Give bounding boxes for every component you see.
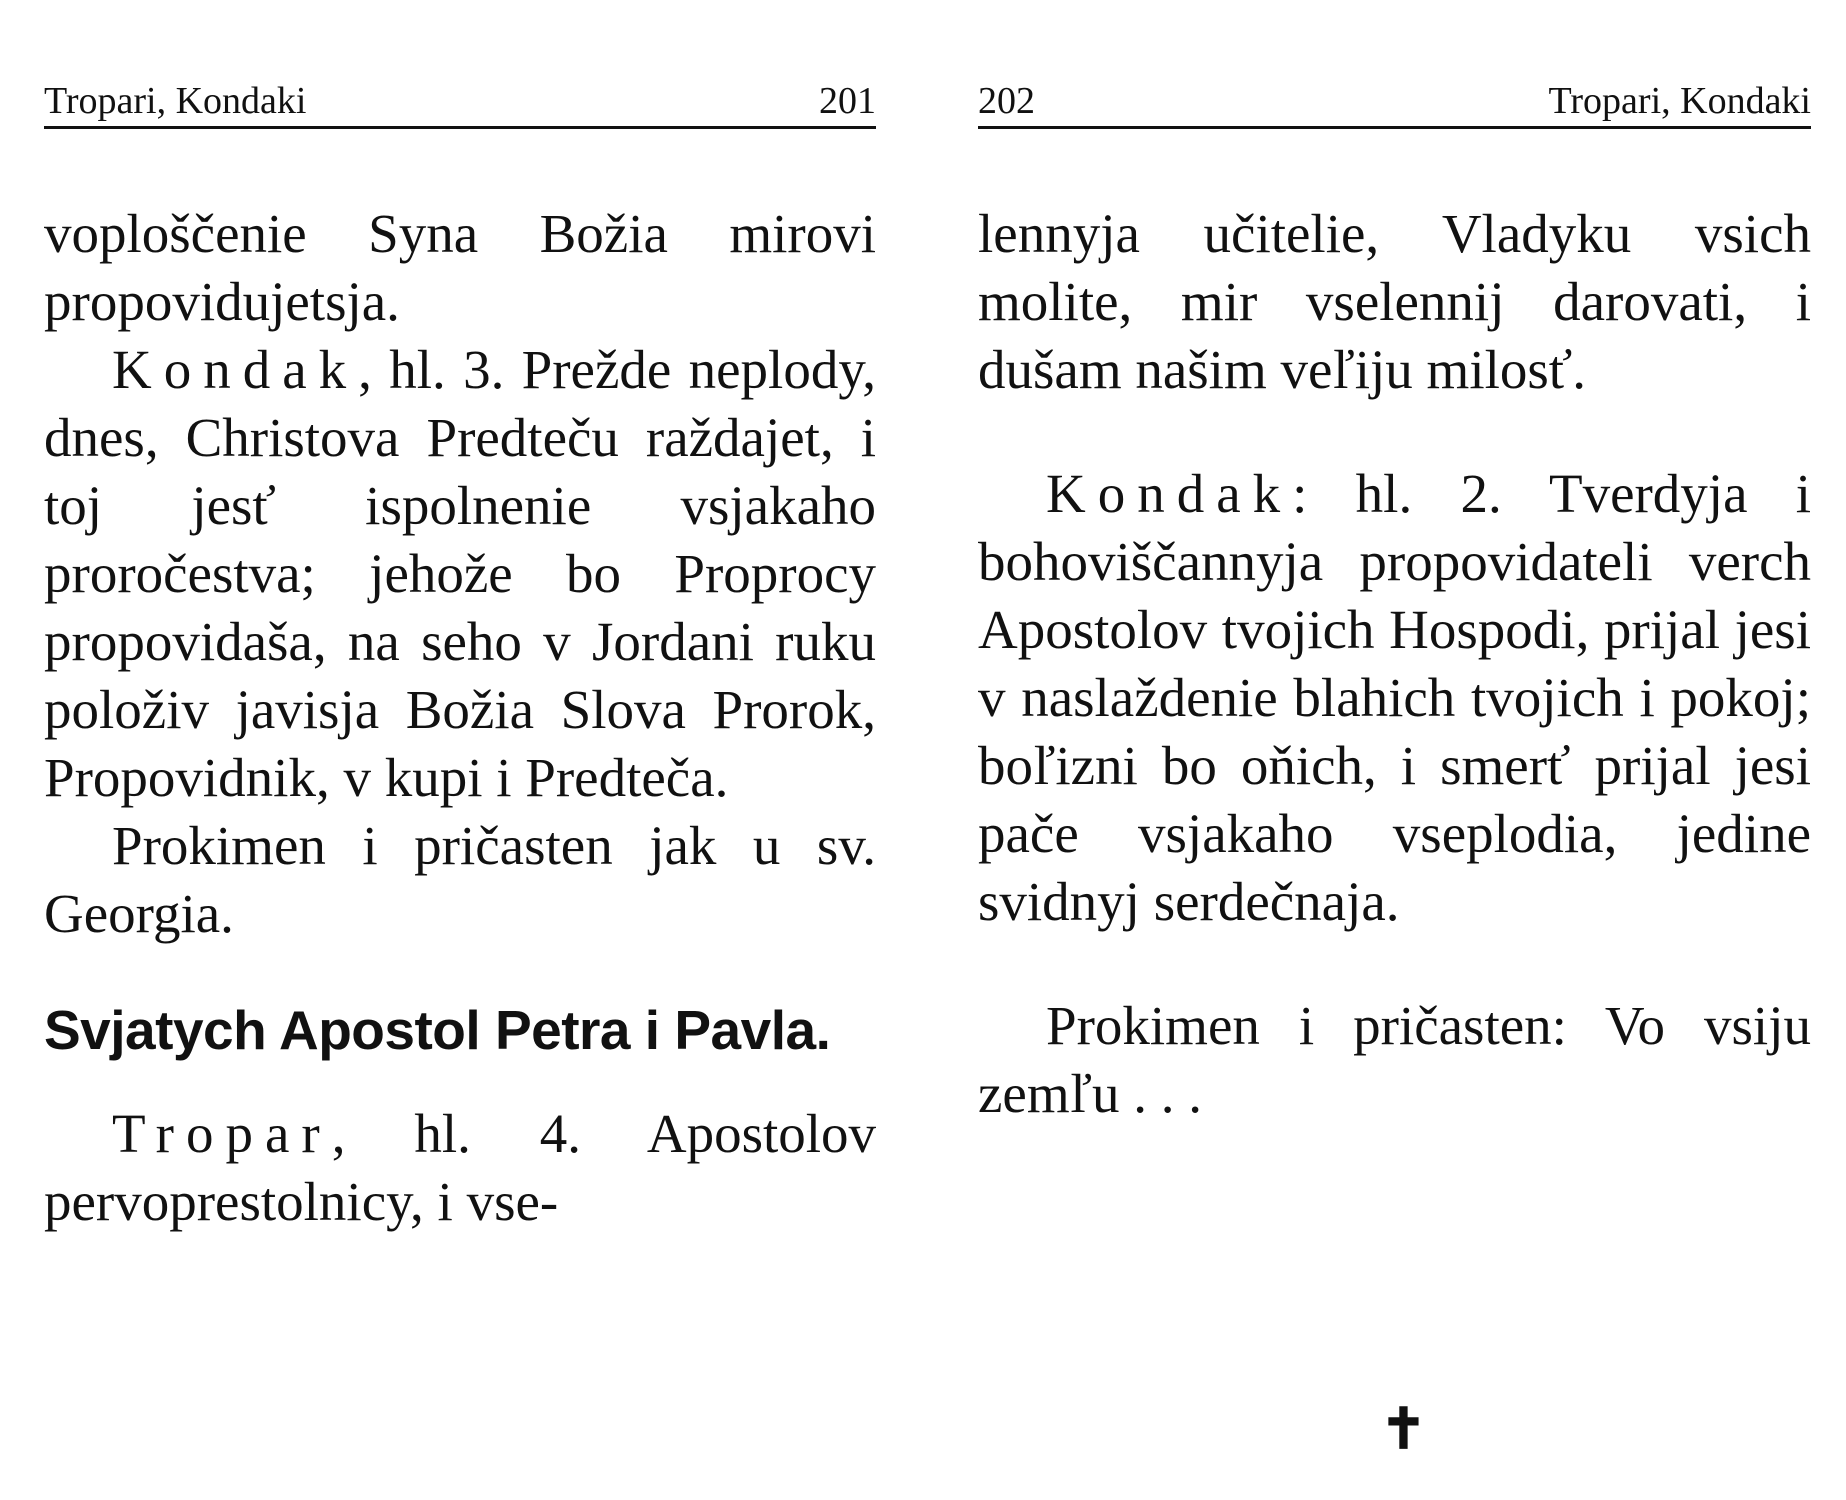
tone-label: hl. 4. (414, 1103, 581, 1164)
page-number: 202 (978, 80, 1035, 122)
kondak-text: Tverdyja i bohoviščannyja propovidateli verch Apostolov tvojich Hospodi, prijal jesi v naslaždenie blahich tvojich i pokoj; boľizni bo oňich, i smerť prijal jesi pače vsjakaho vseplodia, jedine svidnyj serdečnaja. (978, 463, 1812, 932)
running-title: Tropari, Kondaki (44, 80, 307, 122)
paragraph: voploščenie Syna Božia mirovi propovidujetsja. (44, 203, 876, 332)
tropar-text: Apostolov pervoprestolnicy, i vse- (44, 1103, 877, 1232)
page-number: 201 (819, 80, 876, 122)
kondak-paragraph: Kondak, hl. 3. Prežde neplody, dnes, Christova Predteču raždajet, i toj jesť ispolnenie vsjakaho proročestva; jehože bo Proprocy propovidaša, na seho v Jordani ruku položiv javisja Božia Slova Prorok, Propovidnik, v kupi i Predteča. (44, 339, 876, 808)
kondak-text: Prežde neplody, dnes, Christova Predteču raždajet, i toj jesť ispolnenie vsjakaho proročestva; jehože bo Proprocy propovidaša, na seho v Jordani ruku položiv javisja Božia Slova Prorok, Propovidnik, v kupi i Predteča. (44, 339, 876, 808)
tone-label: hl. 2. (1355, 463, 1502, 524)
paragraph: lennyja učitelie, Vladyku vsich molite, mir vselennij darovati, i dušam našim veľiju milosť. (978, 203, 1811, 400)
page-header-right (978, 64, 1811, 129)
kondak-label: Kondak (1046, 463, 1293, 524)
running-title: Tropari, Kondaki (1548, 80, 1811, 122)
right-page-body (978, 200, 1811, 1128)
page-header-left (44, 64, 876, 129)
prokimen-paragraph: Prokimen i pričasten: Vo vsiju zemľu . . . (978, 995, 1811, 1124)
tropar-paragraph: Tropar, hl. 4. Apostolov pervoprestolnicy, i vse- (44, 1103, 877, 1232)
cross-icon: ✝ (1380, 1399, 1427, 1461)
tropar-label: Tropar (112, 1103, 332, 1164)
prokimen-paragraph: Prokimen i pričasten jak u sv. Georgia. (44, 815, 876, 944)
section-title: Svjatych Apostol Petra i Pavla. (44, 999, 831, 1061)
tone-label: hl. 3. (389, 339, 505, 400)
kondak-label: Kondak (112, 339, 359, 400)
kondak-paragraph: Kondak: hl. 2. Tverdyja i bohoviščannyja propovidateli verch Apostolov tvojich Hospodi, prijal jesi v naslaždenie blahich tvojich i pokoj; boľizni bo oňich, i smerť prijal jesi pače vsjakaho vseplodia, jedine svidnyj serdečnaja. (978, 463, 1812, 932)
left-page-body (44, 200, 876, 1236)
